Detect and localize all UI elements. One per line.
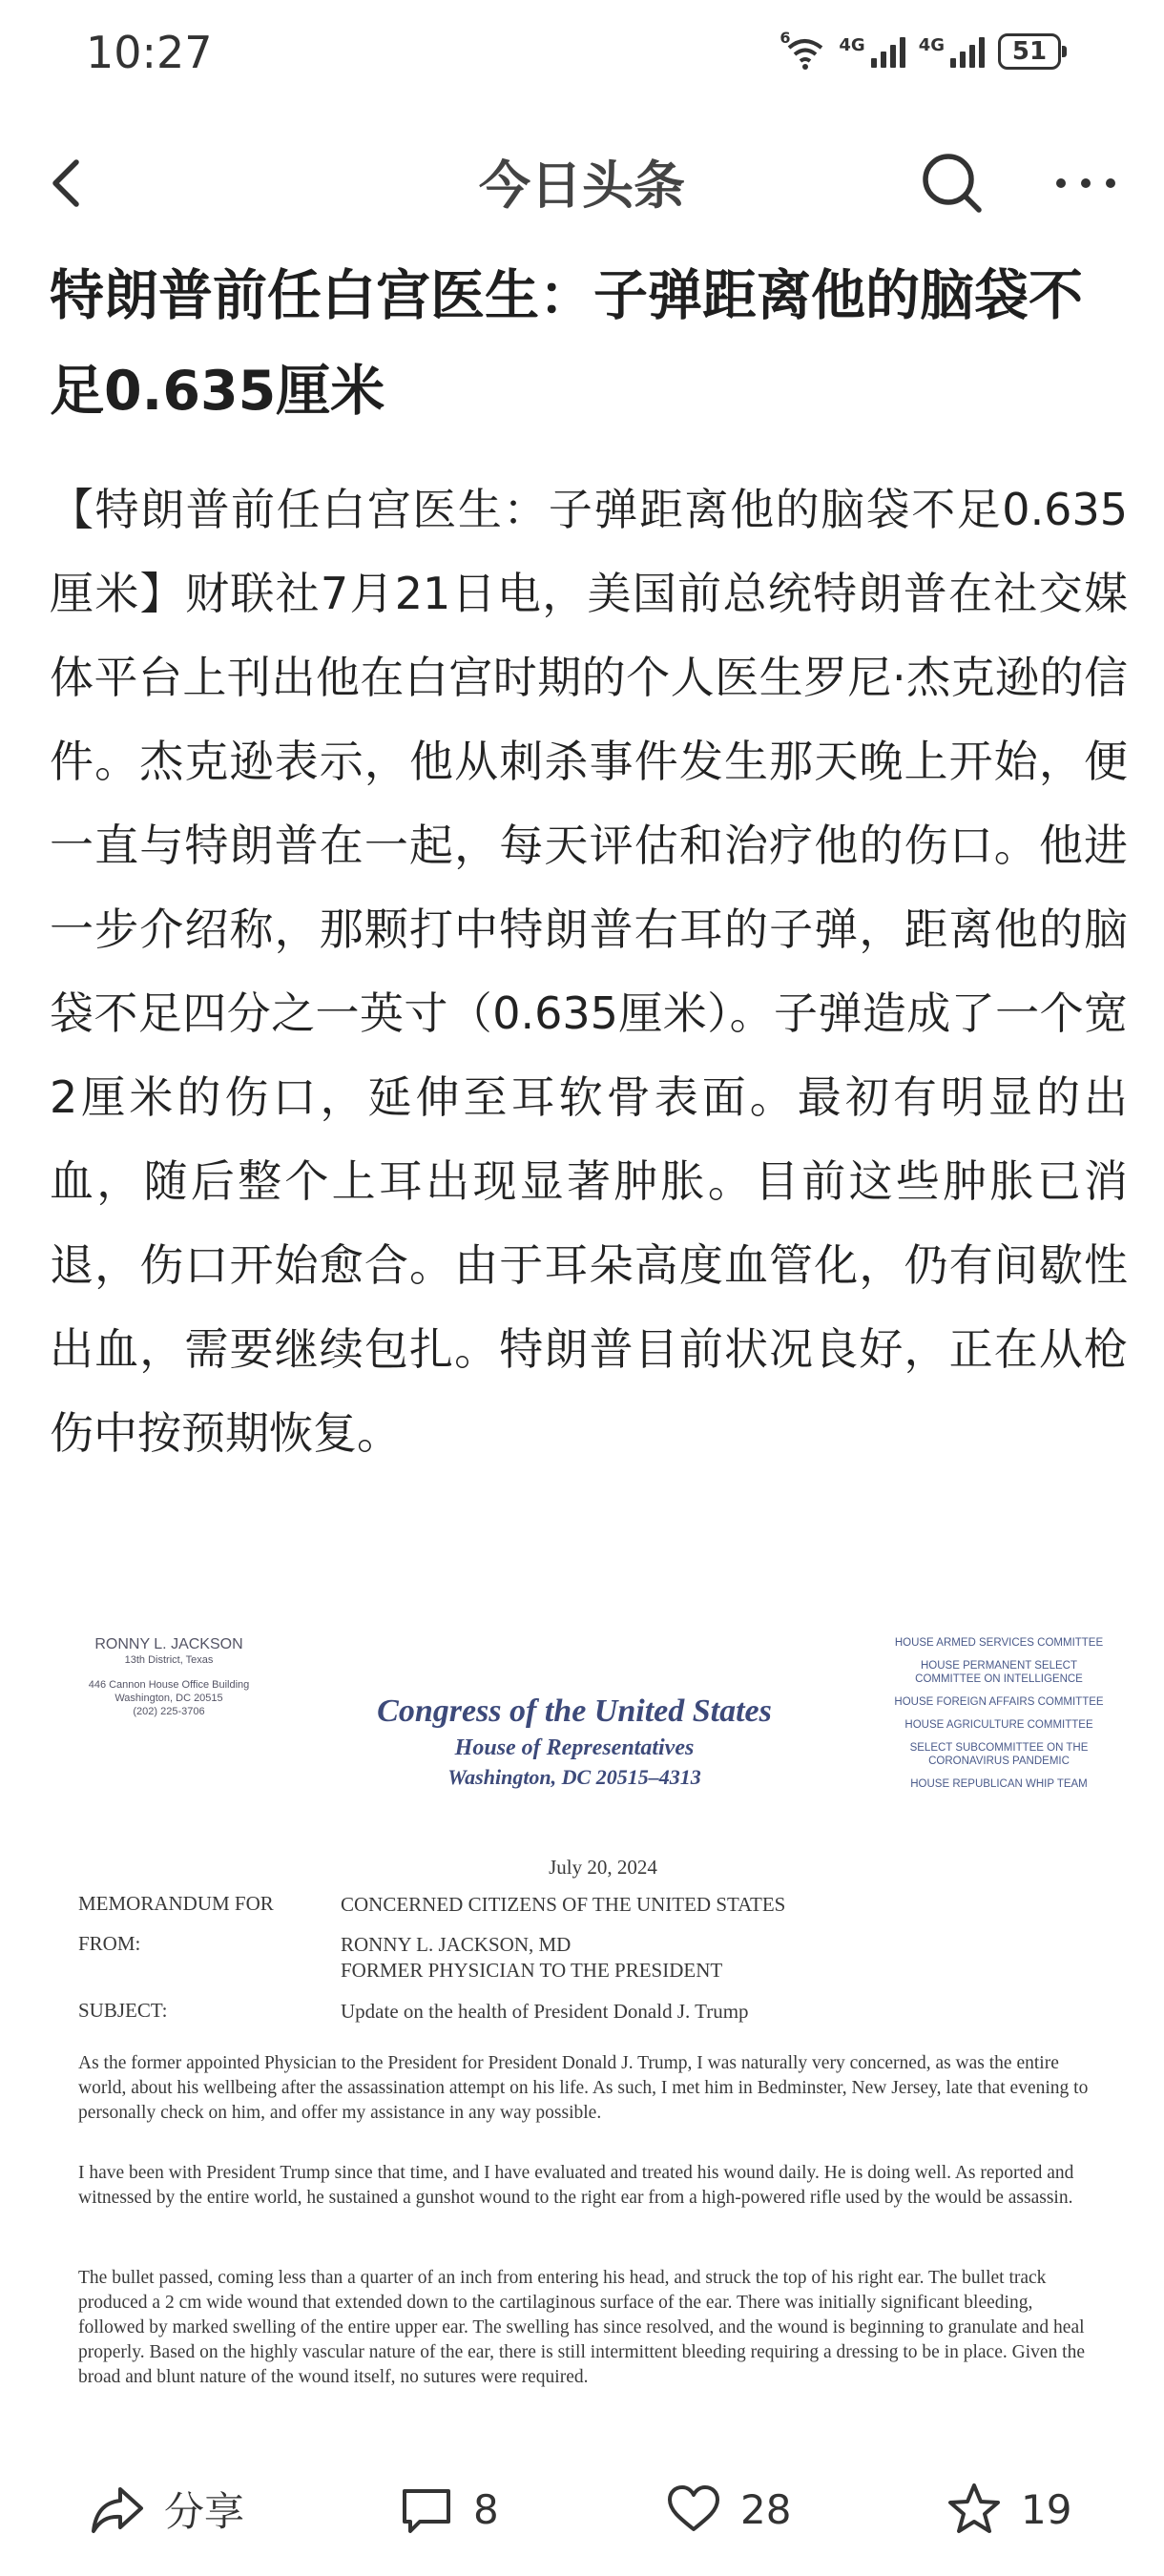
sender-district: 13th District, Texas — [124, 1654, 214, 1666]
letter-paragraph-1: As the former appointed Physician to the President for President Donald J. Trump, I was naturally very concerned, as was the entire world, about his wellbeing after the assassination attempt on his life. As such, I met him in Bedminster, New Jersey, late that evening to personally check on him, and offer my assistance in any way possible. — [78, 2053, 1089, 2123]
bottom-action-bar — [0, 2452, 1164, 2576]
like-count: 28 — [740, 2485, 792, 2533]
share-icon — [88, 2480, 147, 2539]
status-time: 10:27 — [86, 27, 213, 78]
letter-paragraph-2: I have been with President Trump since that time, and I have evaluated and treated his wound daily. He is doing well. As reported and witnessed by the entire world, he sustained a gunshot wound to the right ear from a high-powered rifle used by the would be assassin. — [78, 2163, 1074, 2208]
memo-value: CONCERNED CITIZENS OF THE UNITED STATES — [341, 1893, 786, 1916]
congress-title: Congress of the United States — [377, 1693, 772, 1729]
letterhead — [317, 1693, 832, 1790]
sender-city: Washington, DC 20515 — [114, 1693, 223, 1704]
status-bar — [0, 0, 1164, 114]
share-button[interactable] — [88, 2452, 244, 2566]
heart-icon — [664, 2480, 723, 2539]
favorite-count: 19 — [1021, 2485, 1072, 2533]
comment-count: 8 — [473, 2485, 499, 2533]
sender-office: 446 Cannon House Office Building — [88, 1679, 250, 1691]
battery-icon — [998, 33, 1061, 70]
comment-button[interactable] — [397, 2452, 499, 2566]
comment-icon — [397, 2480, 456, 2539]
committee-item: SELECT SUBCOMMITTEE ON THE CORONAVIRUS PANDEMIC — [909, 1742, 1089, 1767]
from-label: FROM: — [78, 1932, 141, 1955]
from-line2: FORMER PHYSICIAN TO THE PRESIDENT — [341, 1959, 723, 1982]
letter-paragraph-3: The bullet passed, coming less than a quarter of an inch from entering his head, and struck the top of his right ear. The bullet track produced a 2 cm wide wound that extended down to the cartilaginous surface of the ear. There was initially significant bleeding, followed by marked swelling of the entire upper ear. The swelling has since resolved, and the wound is beginning to granulate and heal properly. Based on the highly vascular nature of the ear, there is still intermittent bleeding requiring a dressing to be in place. Given the broad and blunt nature of the wound itself, no sutures were required. — [78, 2268, 1085, 2387]
like-button[interactable] — [664, 2452, 791, 2566]
signal-icon: 4G — [839, 35, 904, 68]
favorite-button[interactable] — [945, 2452, 1071, 2566]
committee-item: HOUSE FOREIGN AFFAIRS COMMITTEE — [894, 1696, 1104, 1708]
sender-phone: (202) 225-3706 — [133, 1706, 205, 1717]
battery-level: 51 — [1011, 37, 1048, 66]
wifi-icon: 6 — [779, 32, 825, 71]
sender-name: RONNY L. JACKSON — [94, 1636, 243, 1652]
from-line1: RONNY L. JACKSON, MD — [341, 1933, 572, 1956]
letter-sender-block — [78, 1636, 260, 1718]
letter-image[interactable] — [50, 1598, 1128, 2438]
more-horizontal-icon — [1048, 145, 1124, 221]
article-body: 【特朗普前任白宫医生：子弹距离他的脑袋不足0.635厘米】财联社7月21日电，美国前总统特朗普在社交媒体平台上刊出他在白宫时期的个人医生罗尼·杰克逊的信件。杰克逊表示，他从刺杀事件发生那天晚上开始，便一直与特朗普在一起，每天评估和治疗他的伤口。他进一步介绍称，那颗打中特朗普右耳的子弹，距离他的脑袋不足四分之一英寸（0.635厘米）。子弹造成了一个宽2厘米的伤口，延伸至耳软骨表面。最初有明显的出血，随后整个上耳出现显著肿胀。目前这些肿胀已消退，伤口开始愈合。由于耳朵高度血管化，仍有间歇性出血，需要继续包扎。特朗普目前状况良好，正在从枪伤中按预期恢复。 — [50, 484, 1128, 1459]
city-line: Washington, DC 20515–4313 — [447, 1765, 701, 1789]
committee-item: HOUSE REPUBLICAN WHIP TEAM — [910, 1778, 1088, 1790]
app-title: 今日头条 — [479, 156, 685, 216]
letter-date: July 20, 2024 — [549, 1856, 657, 1879]
more-button[interactable] — [1048, 145, 1124, 221]
article-headline: 特朗普前任白宫医生：子弹距离他的脑袋不足0.635厘米 — [50, 264, 1083, 423]
subject-label: SUBJECT: — [78, 1999, 168, 2022]
status-icons — [779, 29, 1061, 71]
search-icon — [914, 145, 990, 221]
committee-list — [889, 1636, 1109, 1800]
nav-bar — [0, 124, 1164, 239]
search-button[interactable] — [914, 145, 990, 221]
share-label: 分享 — [164, 2488, 245, 2535]
committee-item: HOUSE AGRICULTURE COMMITTEE — [904, 1719, 1093, 1731]
house-title: House of Representatives — [454, 1735, 695, 1760]
signal-icon: 4G — [919, 35, 985, 68]
committee-item: HOUSE PERMANENT SELECT COMMITTEE ON INTELLIGENCE — [915, 1660, 1083, 1685]
memo-label: MEMORANDUM FOR — [78, 1892, 274, 1915]
subject-value: Update on the health of President Donald J. Trump — [341, 2000, 749, 2023]
committee-item: HOUSE ARMED SERVICES COMMITTEE — [894, 1637, 1104, 1649]
star-icon — [945, 2480, 1004, 2539]
